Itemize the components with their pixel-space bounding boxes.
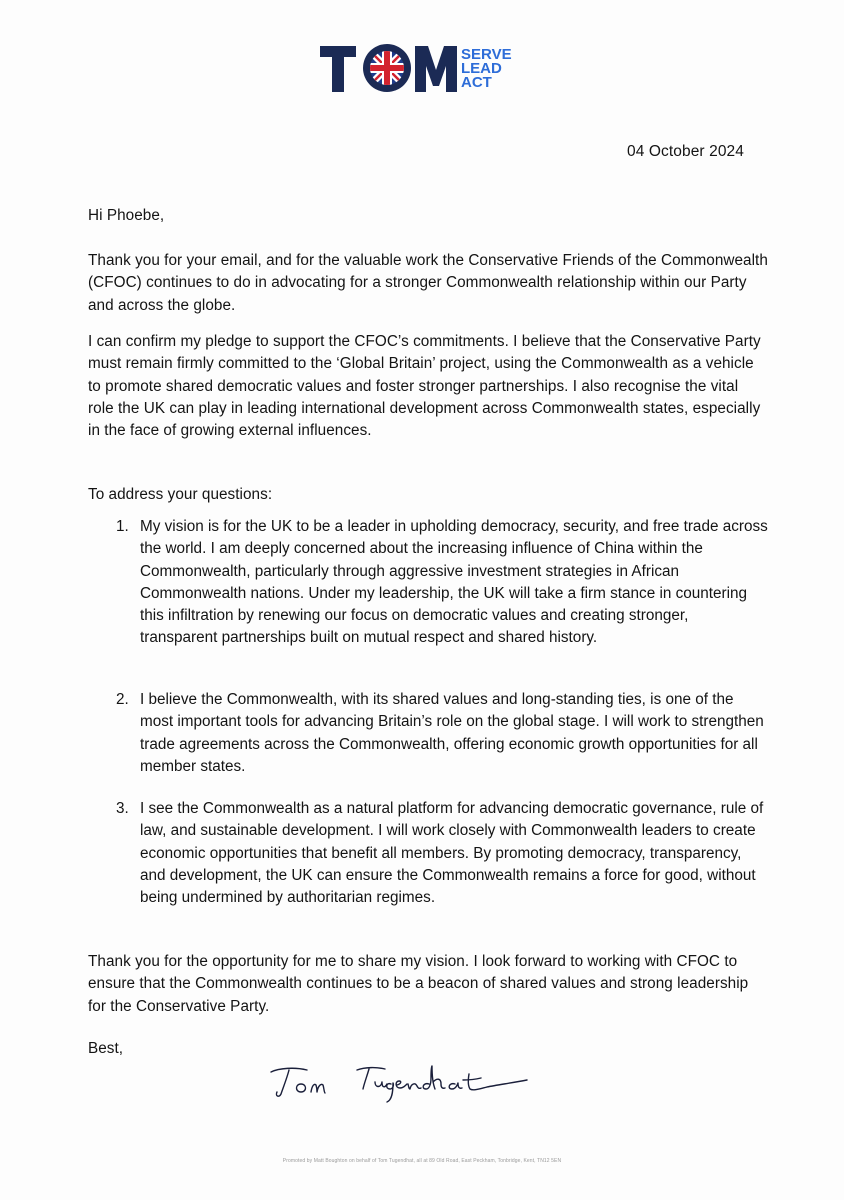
handwritten-signature bbox=[265, 1058, 565, 1108]
paragraph-questions-intro: To address your questions: bbox=[88, 486, 273, 503]
campaign-logo bbox=[318, 40, 518, 96]
tagline-lead: LEAD bbox=[461, 60, 502, 77]
paragraph-closing: Thank you for the opportunity for me to share my vision. I look forward to working with CFOC to ensure that the Commonwealth continues to be a beacon of shared values and strong leadership for the Conservative Party. bbox=[88, 953, 749, 1015]
footer-imprint: Promoted by Matt Boughton on behalf of Tom Tugendhat, all at 89 Old Road, East Peckham, Tonbridge, Kent, TN12 5EN bbox=[282, 1158, 562, 1164]
greeting: Hi Phoebe, bbox=[88, 207, 165, 224]
list-item-number: 1. bbox=[116, 518, 129, 535]
signoff: Best, bbox=[88, 1040, 124, 1057]
tom-logo-graphic bbox=[318, 40, 518, 96]
tagline-serve: SERVE bbox=[461, 46, 512, 63]
tagline-act: ACT bbox=[461, 74, 492, 91]
list-item-text: My vision is for the UK to be a leader in upholding democracy, security, and free trade across the world. I am deeply concerned about the increasing influence of China within the Commonwealth, particularly through aggressive investment strategies in African Commonwealth nations. Under my leadership, the UK will take a firm stance in countering this infiltration by renewing our focus on democratic values and creating stronger, transparent partnerships built on mutual respect and shared history. bbox=[140, 518, 768, 647]
list-item-text: I see the Commonwealth as a natural platform for advancing democratic governance, rule of law, and sustainable development. I will work closely with Commonwealth leaders to create economic opportunities that benefit all members. By promoting democracy, transparency, and development, the UK can ensure the Commonwealth remains a force for good, without being undermined by authoritarian regimes. bbox=[140, 800, 764, 907]
list-item-text: I believe the Commonwealth, with its shared values and long-standing ties, is one of the most important tools for advancing Britain’s role on the global stage. I will work to strengthen trade agreements across the Commonwealth, offering economic growth opportunities for all member states. bbox=[140, 691, 764, 775]
list-item-number: 3. bbox=[116, 800, 129, 817]
letter-date: 04 October 2024 bbox=[627, 143, 744, 160]
paragraph-pledge: I can confirm my pledge to support the CFOC’s commitments. I believe that the Conservative Party must remain firmly committed to the ‘Global Britain’ project, using the Commonwealth as a vehicle to promote shared democratic values and foster stronger partnerships. I also recognise the vital role the UK can play in leading international development across Commonwealth states, especially in the face of growing external influences. bbox=[88, 333, 761, 440]
list-item-number: 2. bbox=[116, 691, 129, 708]
paragraph-intro: Thank you for your email, and for the valuable work the Conservative Friends of the Commonwealth (CFOC) continues to do in advocating for a stronger Commonwealth relationship within our Party and across the globe. bbox=[88, 252, 768, 314]
